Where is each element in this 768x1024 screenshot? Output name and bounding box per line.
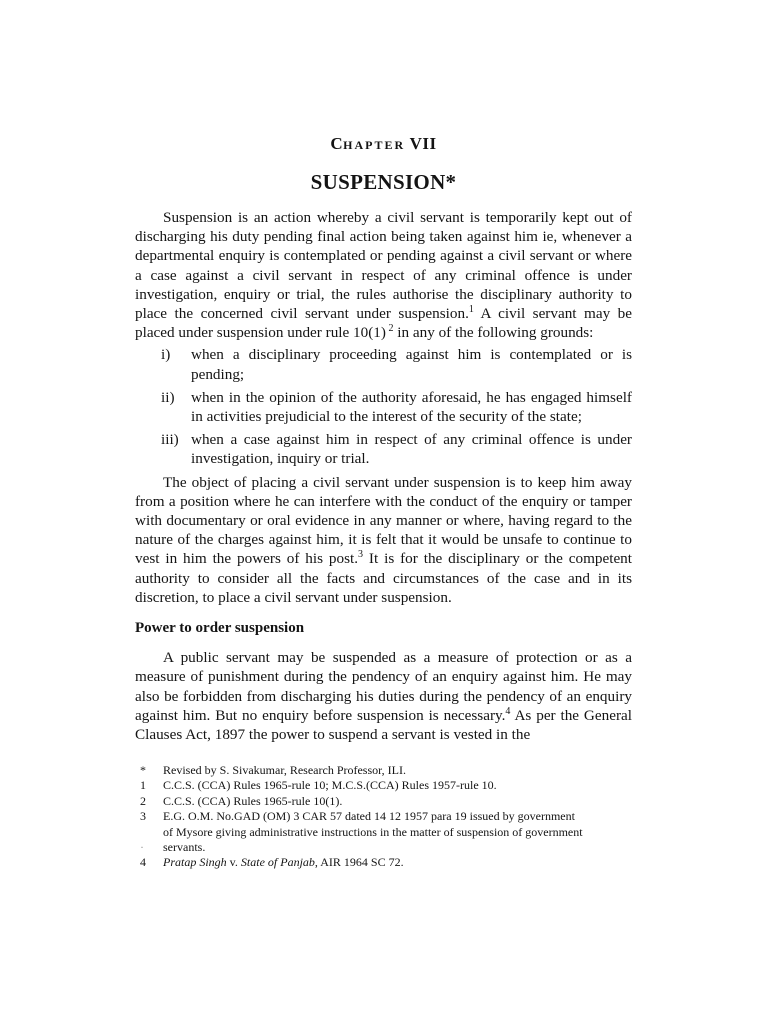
footnote-text: of Mysore giving administrative instructions in the matter of suspension of government bbox=[163, 824, 583, 839]
footnote-item bbox=[135, 825, 632, 840]
paragraph-intro-text-3: in any of the following grounds: bbox=[393, 324, 594, 342]
footnote-mark: 1 bbox=[140, 778, 146, 793]
list-item-text: when in the opinion of the authority aforesaid, he has engaged himself in activities prejudicial to the interest of the security of the state; bbox=[191, 388, 632, 426]
chapter-word: HAPTER bbox=[343, 138, 406, 152]
paragraph-intro bbox=[135, 208, 632, 342]
footnote-text: C.C.S. (CCA) Rules 1965-rule 10(1). bbox=[163, 793, 343, 808]
paragraph-object-text-2: It is for the disciplinary or the competent authority to consider all the facts and circumstances of the case and in its discretion, to place a civil servant under suspension. bbox=[135, 550, 632, 606]
chapter-heading bbox=[135, 134, 632, 154]
list-item-number: i) bbox=[161, 346, 171, 364]
list-item bbox=[135, 430, 632, 468]
list-item-text: when a case against him in respect of any criminal offence is under investigation, inquiry or trial. bbox=[191, 431, 632, 468]
footnote-item bbox=[135, 809, 632, 824]
footnote-mark: · bbox=[140, 840, 144, 855]
paragraph-intro-text-2: A civil servant may be placed under suspension under rule 10(1) bbox=[135, 305, 632, 342]
list-item bbox=[135, 388, 632, 426]
footnote-mark: 2 bbox=[140, 793, 146, 808]
footnote-ref-1: 1 bbox=[468, 303, 474, 315]
footnote-text: C.C.S. (CCA) Rules 1965-rule 10; M.C.S.(CCA) Rules 1957-rule 10. bbox=[163, 778, 497, 793]
footnote-text: servants. bbox=[163, 840, 206, 855]
footnote-text: E.G. O.M. No.GAD (OM) 3 CAR 57 dated 14 12 1957 para 19 issued by government bbox=[163, 809, 575, 824]
footnote-item bbox=[135, 855, 632, 870]
chapter-initial: C bbox=[330, 134, 344, 153]
footnote-case-party-2: State of Panjab bbox=[240, 855, 315, 870]
footnote-mark: 4 bbox=[140, 855, 146, 870]
footnote-item bbox=[135, 840, 632, 855]
list-item-text: when a disciplinary proceeding against him is contemplated or is pending; bbox=[191, 346, 632, 383]
paragraph-power bbox=[135, 648, 632, 744]
footnote-citation: , AIR 1964 SC 72. bbox=[314, 855, 404, 870]
paragraph-object bbox=[135, 473, 632, 607]
section-heading: Power to order suspension bbox=[135, 620, 305, 637]
footnote-text: Revised by S. Sivakumar, Research Professor, ILI. bbox=[163, 763, 406, 777]
body-text bbox=[135, 208, 632, 744]
paragraph-power-text-2: As per the General Clauses Act, 1897 the power to suspend a servant is vested in the bbox=[135, 706, 632, 744]
paragraph-power-text: A public servant may be suspended as a measure of protection or as a measure of punishment during the pendency of an enquiry against him. He may also be forbidden from discharging his duties during the pendency of an enquiry against him. But no enquiry before suspension is necessary. bbox=[135, 649, 632, 724]
footnote-mark: 3 bbox=[140, 809, 146, 824]
footnote-item bbox=[135, 794, 632, 809]
paragraph-intro-text: Suspension is an action whereby a civil servant is temporarily kept out of discharging his duty pending final action being taken against him ie, whenever a departmental enquiry is contemplated or pending against a civil servant or where a case against a civil servant in respect of any criminal offence is under investigation, enquiry or trial, the rules authorise the disciplinary authority to place the concerned civil servant under suspension. bbox=[135, 209, 632, 323]
chapter-number: VII bbox=[409, 134, 437, 153]
paragraph-object-text: The object of placing a civil servant under suspension is to keep him away from a position where he can interfere with the conduct of the enquiry or tamper with documentary or oral evidence in any manner or where, having regard to the nature of the charges against him, it is felt that it would be unsafe to continue to vest in him the powers of his post. bbox=[135, 473, 632, 568]
grounds-list bbox=[135, 345, 632, 468]
list-item-number: ii) bbox=[161, 388, 175, 406]
list-item-number: iii) bbox=[161, 431, 179, 449]
footnote-ref-2: 2 bbox=[385, 323, 394, 335]
footnote-item bbox=[135, 763, 632, 778]
footnote-case-party-1: Pratap Singh bbox=[163, 855, 227, 870]
page-title: SUSPENSION* bbox=[310, 170, 457, 194]
footnote-item bbox=[135, 778, 632, 793]
footnote-versus: v. bbox=[226, 855, 241, 870]
list-item bbox=[135, 345, 632, 383]
footnote-ref-4: 4 bbox=[505, 705, 511, 717]
footnote-ref-3: 3 bbox=[358, 549, 364, 561]
footnote-mark: * bbox=[140, 763, 146, 777]
footnotes bbox=[135, 763, 632, 871]
